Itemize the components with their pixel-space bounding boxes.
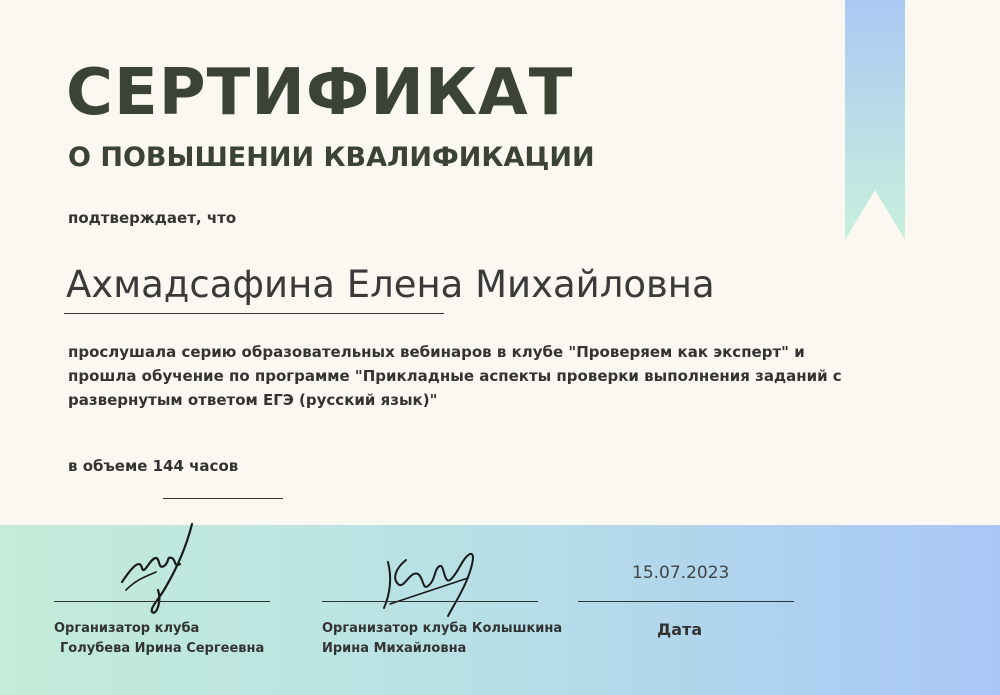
organizer-2-role: Организатор клуба Колышкина <box>322 621 563 636</box>
name-underline <box>64 313 444 314</box>
description-line: развернутым ответом ЕГЭ (русский язык)" <box>68 391 438 409</box>
recipient-name: Ахмадсафина Елена Михайловна <box>66 263 715 306</box>
certificate-title: СЕРТИФИКАТ <box>66 56 574 130</box>
date-label: Дата <box>657 620 703 639</box>
certificate-subtitle: О ПОВЫШЕНИИ КВАЛИФИКАЦИИ <box>68 142 595 173</box>
hours-underline <box>163 498 283 499</box>
ribbon-decoration <box>845 0 905 240</box>
confirms-text: подтверждает, что <box>68 209 237 227</box>
organizer-1-role: Организатор клуба <box>54 621 200 636</box>
signature-line-2 <box>322 601 538 602</box>
organizer-1-name: Голубева Ирина Сергеевна <box>60 641 265 656</box>
signature-line-1 <box>54 601 270 602</box>
description-line: прослушала серию образовательных вебинаров в клубе "Проверяем как эксперт" и <box>68 343 805 361</box>
organizer-2-name: Ирина Михайловна <box>322 641 467 656</box>
date-value: 15.07.2023 <box>632 563 730 583</box>
description-line: прошла обучение по программе "Прикладные аспекты проверки выполнения заданий с <box>68 367 842 385</box>
signature-2 <box>378 538 486 618</box>
hours-text: в объеме 144 часов <box>68 457 239 475</box>
date-line <box>578 601 794 602</box>
course-description <box>68 340 908 412</box>
